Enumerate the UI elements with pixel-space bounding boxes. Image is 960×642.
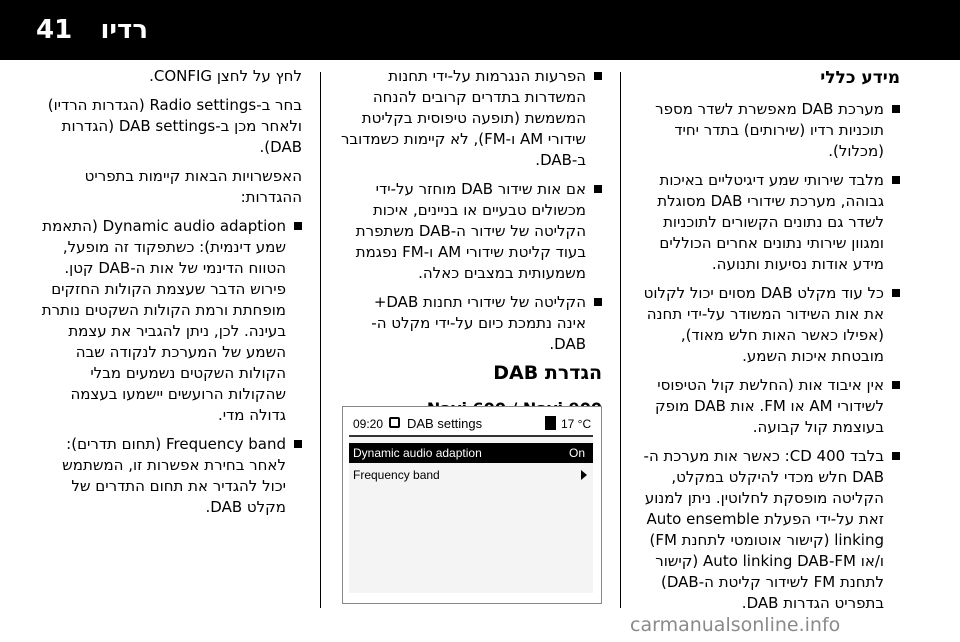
display-title: DAB settings — [407, 416, 483, 431]
watermark: carmanualsonline.info — [630, 614, 841, 636]
menu-row-label: Dynamic audio adaption — [353, 446, 482, 460]
menu-row-label: Frequency band — [353, 468, 440, 482]
menu-row-frequency-band[interactable] — [349, 465, 593, 485]
list-item-text: בלבד CD 400: כאשר אות מערכת ה-DAB חלש מכדי להיקלט במקלט, הקליטה מופסקת לחלוטין. ניתן למנוע זאת על-ידי הפעלת Auto ensemble linking (קישור אוטומטי לתחנת FM) ו/או Auto linking DAB-FM (קישור לתחנת FM לשידור קליטת ה-DAB) בתפריט הגדרות DAB. — [643, 447, 884, 612]
list-item — [638, 99, 900, 162]
display-panel — [349, 413, 593, 593]
bullet-icon — [892, 452, 900, 460]
bullet-icon — [594, 185, 602, 193]
list-item-text: מערכת DAB מאפשרת לשדר מספר תוכניות רדיו (שירותים) בתדר יחיד (מכלול). — [655, 100, 884, 160]
bullet-icon — [892, 176, 900, 184]
display-status-bar — [349, 413, 593, 437]
section-title: רדיו — [100, 15, 148, 45]
bullet-icon — [294, 440, 302, 448]
right-column — [638, 66, 900, 622]
section-heading: הגדרת DAB — [493, 362, 602, 384]
list-item — [638, 170, 900, 275]
menu-icon — [389, 417, 400, 428]
list-item-text: Frequency band (תחום תדרים): לאחר בחירת אפשרות זו, המשתמש יכול להגדיר את תחום התדרים של מקלט DAB. — [62, 435, 286, 516]
list-item — [638, 375, 900, 438]
list-item — [340, 66, 602, 171]
list-item — [638, 446, 900, 614]
bullet-icon — [594, 72, 602, 80]
list-item — [340, 292, 602, 355]
left-column — [38, 66, 302, 526]
bullet-icon — [892, 289, 900, 297]
list-item-text: אין איבוד אות (החלשת קול הטיפוסי לשידורי AM או FM. אות DAB מופק בעוצמת קול קבועה. — [655, 376, 884, 436]
menu-row-dynamic-audio[interactable] — [349, 443, 593, 463]
page-number: 41 — [36, 15, 73, 45]
list-item-text: מלבד שירותי שמע דיגיטליים באיכות גבוהה, מערכת שידורי DAB מסוגלת לשדר גם נתונים הקשורים לתוכניות ומגוון שירותי נתונים אחרים הכוללים מידע אודות נסיעות ותנועה. — [657, 171, 884, 273]
bullet-icon — [892, 105, 900, 113]
paragraph: בחר ב-Radio settings (הגדרות הרדיו) ולאחר מכן ב-DAB settings (הגדרות DAB). — [47, 96, 302, 156]
list-item-text: הפרעות הנגרמות על-ידי תחנות המשדרות בתדרים קרובים להנחה המשמשת (תופעה טיפוסית בקליטת שידורי AM ו-FM), לא קיימות כשמדובר ב-DAB. — [340, 67, 586, 169]
list-item-text: אם אות שידור DAB מוחזר על-ידי מכשולים טבעיים או בניינים, איכות הקליטה של שידור ה-DAB משתפרת בעוד קליטת שידורי AM ו-FM נפגמת משמעותית במצבים כאלה. — [355, 180, 586, 282]
bullet-icon — [594, 298, 602, 306]
list-item — [340, 179, 602, 284]
bullet-icon — [294, 222, 302, 230]
battery-icon — [545, 416, 556, 430]
list-item-text: Dynamic audio adaption (התאמת שמע דינמית): כשתפקוד זה מופעל, הטווח הדינמי של אות ה-DAB קטן. פירוש הדבר שעצמת הקולות החזקים מופחתת ורמת הקולות השקטים נותרת בעינה. לכן, ניתן להגביר את עצמת השמע של המערכת לנקודה שבה הקולות השקטים נשמעים מבלי שהקולות הרועשים יישמעו בעצמה גדולה מדי. — [41, 217, 286, 424]
paragraph: לחץ על לחצן CONFIG. — [149, 67, 302, 85]
list-item — [638, 283, 900, 367]
list-item-text: הקליטה של שידורי תחנות DAB+ אינה נתמכת כיום על-ידי מקלט ה-DAB. — [371, 293, 586, 353]
chevron-right-icon — [581, 470, 587, 480]
list-item-text: כל עוד מקלט DAB מסוים יכול לקלוט את אות השידור המשודר על-ידי תחנה (אפילו כאשר האות חלש מאוד), מובטחת איכות השמע. — [643, 284, 884, 365]
middle-column — [340, 66, 602, 431]
column-divider — [320, 72, 321, 608]
list-item — [38, 434, 302, 518]
list-item — [38, 216, 302, 426]
bullet-icon — [892, 381, 900, 389]
section-heading: מידע כללי — [820, 68, 900, 88]
column-divider — [620, 72, 621, 608]
paragraph: האפשרויות הבאות קיימות בתפריט ההגדרות: — [84, 167, 302, 206]
screen-illustration — [342, 406, 602, 604]
page-header — [0, 0, 960, 60]
menu-row-value: On — [568, 446, 585, 460]
temperature-readout: 17 °C — [561, 417, 592, 431]
clock-time: 09:20 — [353, 417, 384, 431]
